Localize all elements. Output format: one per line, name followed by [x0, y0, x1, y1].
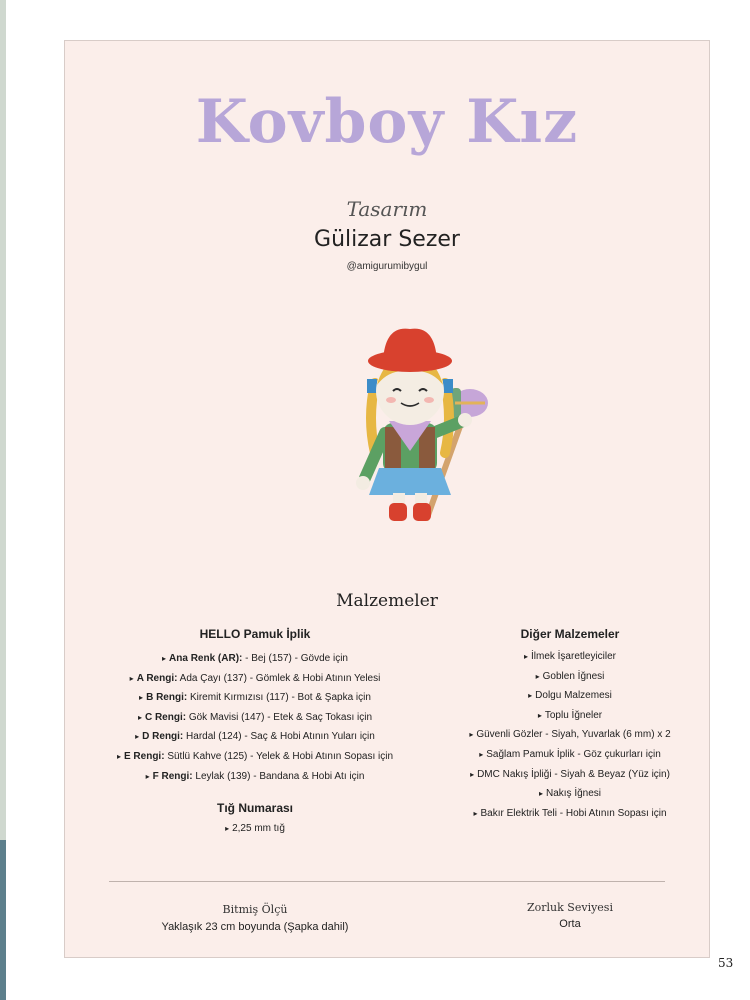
bullet-icon: ▸	[473, 808, 478, 818]
bullet-icon: ▸	[162, 654, 167, 663]
hook-heading: Tığ Numarası	[216, 801, 294, 815]
list-item: ▸ 2,25 mm tığ	[225, 823, 285, 834]
list-item: ▸ DMC Nakış İpliği - Siyah & Beyaz (Yüz için)	[470, 768, 670, 780]
list-item: ▸ Nakış İğnesi	[538, 788, 602, 800]
bullet-icon: ▸	[137, 712, 142, 722]
materials-title: Malzemeler	[336, 591, 438, 611]
other-list	[445, 647, 695, 823]
skirt	[369, 468, 451, 495]
doll-photo	[305, 303, 505, 528]
hair-tie-right	[443, 379, 453, 393]
finished-size-label: Bitmiş Ölçü	[222, 903, 288, 916]
list-item: ▸ Goblen İğnesi	[535, 670, 605, 682]
bullet-icon: ▸	[116, 751, 121, 761]
bullet-icon: ▸	[470, 769, 475, 779]
bullet-icon: ▸	[537, 710, 542, 720]
hair-tie-left	[367, 379, 377, 393]
list-item: ▸ Toplu İğneler	[537, 709, 603, 721]
difficulty-label: Zorluk Seviyesi	[527, 901, 613, 914]
list-item: ▸ E Rengi: Sütlü Kahve (125) - Yelek & Hobi Atının Sopası için	[116, 750, 394, 762]
cheek-right	[424, 397, 434, 403]
bullet-icon: ▸	[129, 673, 134, 683]
list-item: ▸ İlmek İşaretleyiciler	[523, 651, 617, 662]
difficulty-value: Orta	[559, 918, 581, 930]
designer-handle: @amigurumibygul	[346, 261, 428, 272]
list-item: ▸ D Rengi: Hardal (124) - Saç & Hobi Atının Yuları için	[135, 731, 375, 743]
list-item: ▸ Sağlam Pamuk İplik - Göz çukurları için	[479, 748, 661, 760]
list-item: ▸ F Rengi: Leylak (139) - Bandana & Hobi Atı için	[145, 770, 365, 782]
page-edge-accent	[0, 840, 6, 1000]
bullet-icon: ▸	[538, 789, 543, 799]
bullet-icon: ▸	[135, 732, 140, 742]
cheek-left	[386, 397, 396, 403]
hand-right	[458, 413, 472, 427]
list-item: ▸ Ana Renk (AR): - Bej (157) - Gövde için	[162, 653, 348, 664]
boot-left	[389, 503, 407, 521]
pattern-panel	[64, 40, 710, 958]
braid-right	[445, 383, 449, 453]
finished-size-value: Yaklaşık 23 cm boyunda (Şapka dahil)	[161, 921, 349, 933]
list-item: ▸ Dolgu Malzemesi	[528, 690, 612, 702]
bullet-icon: ▸	[145, 771, 150, 781]
hand-left	[356, 476, 370, 490]
page-number: 53	[718, 956, 734, 970]
bullet-icon: ▸	[523, 652, 528, 661]
list-item: ▸ B Rengi: Kiremit Kırmızısı (117) - Bot & Şapka için	[139, 692, 371, 704]
bullet-icon: ▸	[528, 691, 533, 701]
bullet-icon: ▸	[139, 693, 144, 703]
hat-crown	[383, 329, 437, 361]
list-item: ▸ Güvenli Gözler - Siyah, Yuvarlak (6 mm) x 2	[469, 729, 671, 741]
designer-label: Tasarım	[346, 197, 428, 221]
designer-name: Gülizar Sezer	[314, 227, 460, 252]
list-item: ▸ Bakır Elektrik Teli - Hobi Atının Sopası için	[473, 807, 667, 819]
other-heading: Diğer Malzemeler	[520, 627, 620, 641]
bullet-icon: ▸	[535, 671, 540, 681]
bullet-icon: ▸	[469, 730, 474, 740]
boot-right	[413, 503, 431, 521]
bullet-icon: ▸	[225, 824, 230, 833]
list-item: ▸ C Rengi: Gök Mavisi (147) - Etek & Saç Tokası için	[137, 711, 373, 723]
yarn-list	[65, 649, 445, 786]
bullet-icon: ▸	[479, 749, 484, 759]
list-item: ▸ A Rengi: Ada Çayı (137) - Gömlek & Hobi Atının Yelesi	[129, 672, 381, 684]
yarn-heading: HELLO Pamuk İplik	[199, 627, 311, 641]
footer-divider	[109, 881, 665, 882]
page-title: Kovboy Kız	[195, 87, 579, 157]
hook-list	[125, 819, 385, 839]
